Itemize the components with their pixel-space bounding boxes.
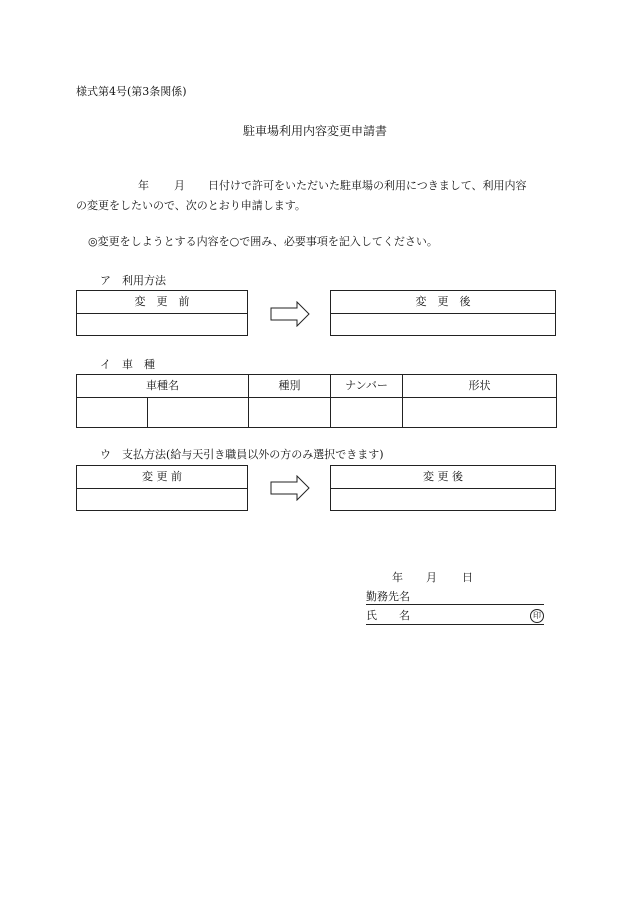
section-a-heading: ア 利用方法 [100, 274, 166, 287]
form-title: 駐車場利用内容変更申請書 [242, 124, 387, 138]
section-u-heading: ウ 支払方法(給与天引き職員以外の方のみ選択できます) [100, 448, 384, 461]
name-underline[interactable] [366, 624, 544, 625]
vehicle-table-row [77, 398, 557, 428]
col-header-shape: 形状 [403, 375, 557, 398]
instruction-text: ◎変更をしようとする内容を○で囲み、必要事項を記入してください。 [88, 235, 438, 248]
footer-date-year: 年 [392, 571, 403, 584]
section-u-after-label: 変 更 後 [331, 466, 555, 489]
intro-month: 月 [174, 179, 185, 192]
cell-model-b[interactable] [148, 398, 249, 428]
intro-line2: の変更をしたいので、次のとおり申請します。 [76, 199, 306, 212]
cell-type[interactable] [249, 398, 331, 428]
section-a-after-box [330, 290, 556, 336]
section-u-before-label: 変 更 前 [77, 466, 247, 489]
name-label: 氏 名 [366, 609, 410, 622]
cell-model-a[interactable] [77, 398, 148, 428]
cell-shape[interactable] [403, 398, 557, 428]
cell-number[interactable] [331, 398, 403, 428]
section-a-before-box [76, 290, 248, 336]
right-arrow-icon [270, 301, 310, 327]
section-a-after-label: 変 更 後 [331, 291, 555, 314]
intro-line1-rest: 日付けで許可をいただいた駐車場の利用につきまして、利用内容 [208, 179, 527, 192]
vehicle-table [76, 374, 557, 428]
section-u-before-box [76, 465, 248, 511]
footer-date-month: 月 [426, 571, 437, 584]
intro-year: 年 [138, 179, 149, 192]
col-header-model: 車種名 [77, 375, 249, 398]
vehicle-table-header [77, 375, 557, 398]
section-a-before-label: 変 更 前 [77, 291, 247, 314]
seal-mark-icon: 印 [530, 609, 544, 623]
workplace-label: 勤務先名 [366, 590, 410, 603]
section-u-after-box [330, 465, 556, 511]
col-header-type: 種別 [249, 375, 331, 398]
form-number: 様式第4号(第3条関係) [76, 85, 187, 98]
footer-date-day: 日 [462, 571, 473, 584]
col-header-number: ナンバー [331, 375, 403, 398]
workplace-underline[interactable] [366, 604, 544, 605]
right-arrow-icon [270, 475, 310, 501]
section-i-heading: イ 車 種 [100, 358, 155, 371]
